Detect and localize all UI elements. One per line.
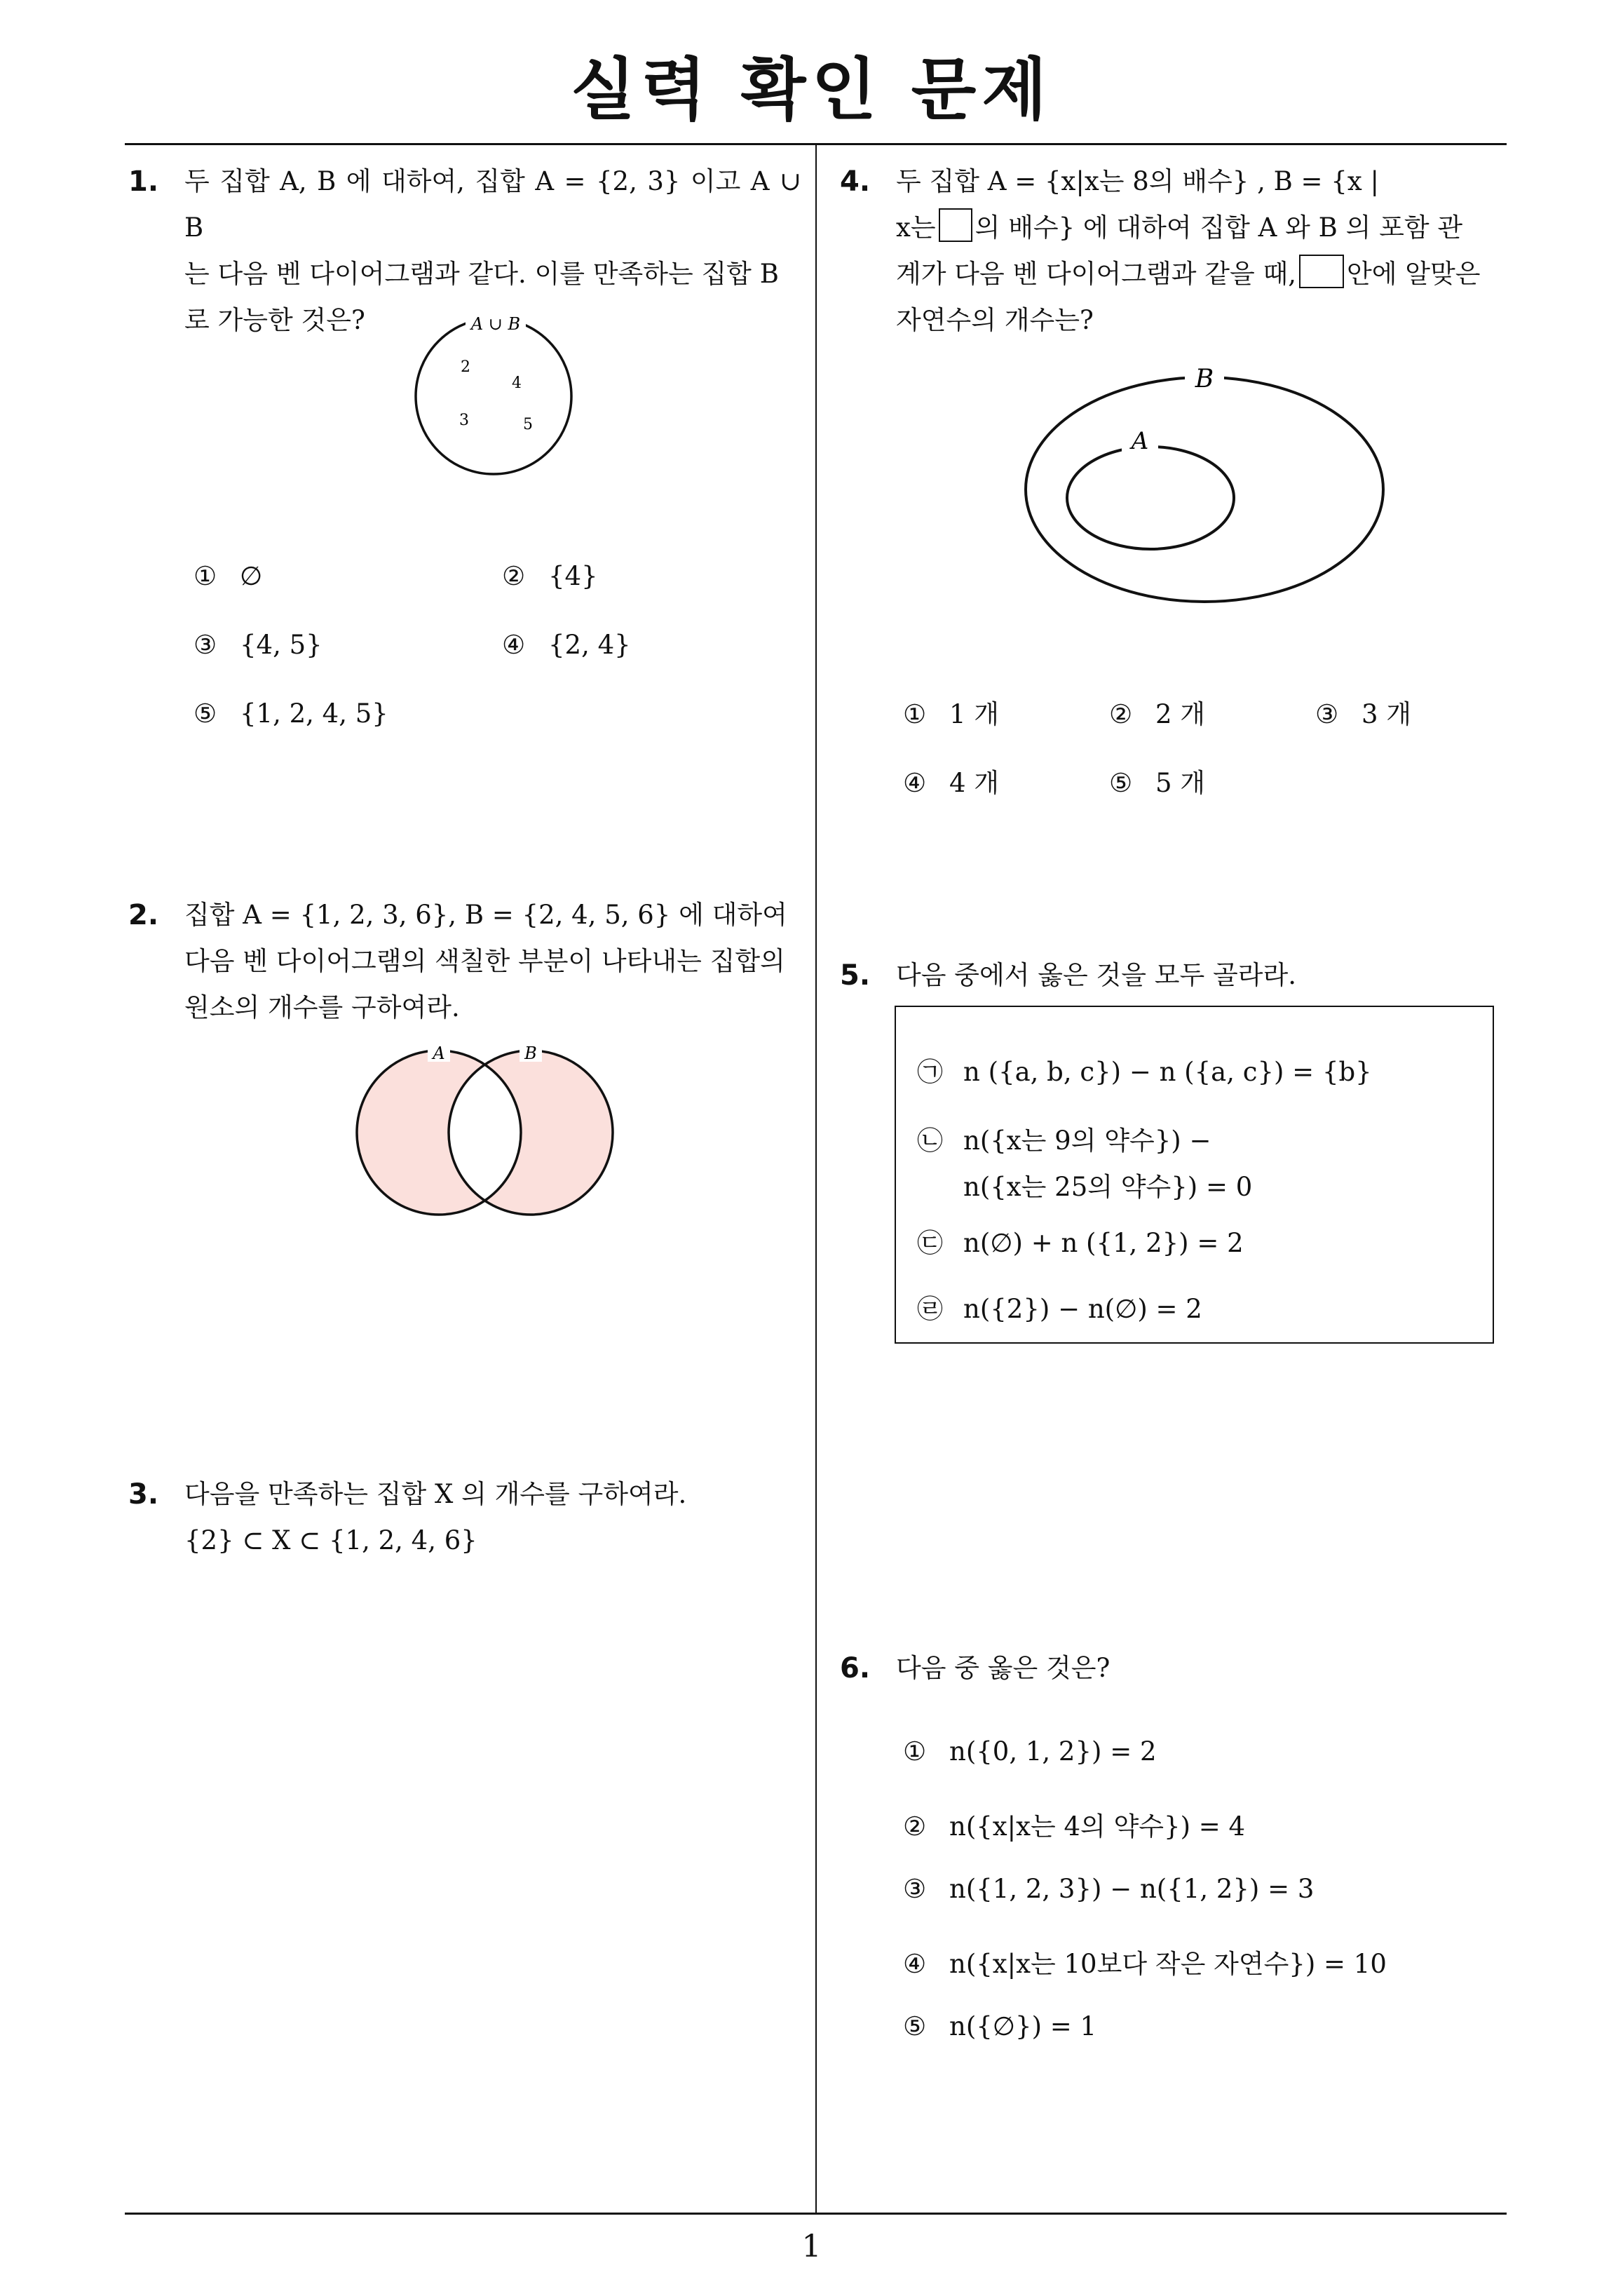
choice-text: {2, 4} xyxy=(548,630,631,660)
blank-box xyxy=(1299,255,1344,288)
statement-box xyxy=(895,1006,1494,1344)
choice-5[interactable] xyxy=(193,698,388,729)
choice-3[interactable] xyxy=(903,1874,1314,1904)
choice-text: n({∅}) = 1 xyxy=(949,2011,1097,2041)
choice-mark: ③ xyxy=(193,630,217,660)
statement-text: n(∅) + n ({1, 2}) = 2 xyxy=(963,1228,1244,1258)
statement-d[interactable] xyxy=(917,1288,1202,1325)
statement-text: n({x는 25의 약수}) = 0 xyxy=(963,1172,1253,1202)
problem-text xyxy=(184,1471,801,1564)
choice-mark: ② xyxy=(1109,699,1133,729)
choice-4[interactable] xyxy=(502,630,631,660)
problem-text-fragment: 계가 다음 벤 다이어그램과 같을 때, xyxy=(896,259,1296,289)
choice-text: 3 개 xyxy=(1361,699,1412,729)
choice-text: {4, 5} xyxy=(240,630,322,660)
choice-3[interactable] xyxy=(193,630,322,660)
problem-number: 1. xyxy=(128,166,159,198)
choice-text: ∅ xyxy=(240,561,263,591)
problem-text xyxy=(896,158,1513,344)
statement-mark: ㉣ xyxy=(917,1294,943,1324)
problem-number: 3. xyxy=(128,1478,159,1511)
problem-4 xyxy=(840,158,1513,344)
problem-text-fragment: 안에 알맞은 xyxy=(1346,259,1481,289)
choice-mark: ④ xyxy=(903,1949,927,1979)
choice-4[interactable] xyxy=(903,762,999,799)
page-title: 실력 확인 문제 xyxy=(570,50,1053,129)
problem-text-fragment: 의 배수} 에 대하여 집합 A 와 B 의 포함 관 xyxy=(975,212,1463,243)
problem-line: 두 집합 A = {x|x는 8의 배수} , B = {x | xyxy=(896,166,1379,196)
choice-text: 1 개 xyxy=(949,699,1000,729)
venn-label-b: B xyxy=(524,1044,537,1063)
problem-text xyxy=(896,952,1513,999)
problem-line xyxy=(896,205,1513,251)
choice-mark: ① xyxy=(903,699,927,729)
choice-text: 4 개 xyxy=(949,768,1000,798)
choice-text: {4} xyxy=(548,561,598,591)
statement-c[interactable] xyxy=(917,1222,1244,1260)
choice-text: n({x|x는 4의 약수}) = 4 xyxy=(949,1811,1246,1842)
venn-inner-label: A xyxy=(1131,427,1149,455)
venn-diagram-subset xyxy=(1017,351,1395,631)
choice-2[interactable] xyxy=(903,1805,1245,1843)
page-number: 1 xyxy=(801,2229,822,2264)
choice-mark: ③ xyxy=(1315,699,1339,729)
choice-text: {1, 2, 4, 5} xyxy=(240,698,388,729)
problem-text xyxy=(184,892,801,1031)
statement-text: n ({a, b, c}) − n ({a, c}) = {b} xyxy=(963,1057,1372,1087)
problem-number: 4. xyxy=(840,166,871,198)
statement-mark: ㉢ xyxy=(917,1228,943,1258)
venn-element: 3 xyxy=(459,412,469,429)
statement-text: n({2}) − n(∅) = 2 xyxy=(963,1294,1202,1324)
problem-line: 는 다음 벤 다이어그램과 같다. 이를 만족하는 집합 B xyxy=(184,259,779,289)
problem-line: 다음 중에서 옳은 것을 모두 골라라. xyxy=(896,960,1296,990)
choice-1[interactable] xyxy=(903,693,999,731)
venn-outer-label: B xyxy=(1195,365,1214,393)
problem-6 xyxy=(840,1645,1513,1691)
choice-mark: ① xyxy=(193,561,217,591)
problem-line: 원소의 개수를 구하여라. xyxy=(184,992,460,1022)
problem-line: 로 가능한 것은? xyxy=(184,305,365,335)
problem-line: 다음을 만족하는 집합 X 의 개수를 구하여라. xyxy=(184,1479,687,1509)
problem-number: 6. xyxy=(840,1652,871,1684)
venn-label-a: A xyxy=(433,1044,445,1063)
choice-mark: ③ xyxy=(903,1874,927,1904)
choice-text: n({0, 1, 2}) = 2 xyxy=(949,1736,1157,1767)
choice-mark: ② xyxy=(903,1811,927,1842)
problem-line: 다음 중 옳은 것은? xyxy=(896,1653,1111,1683)
choice-mark: ② xyxy=(502,561,526,591)
bottom-rule xyxy=(125,2213,1507,2215)
problem-2 xyxy=(128,892,801,1031)
choice-5[interactable] xyxy=(1109,762,1205,799)
choice-mark: ④ xyxy=(502,630,526,660)
problem-line: 두 집합 A, B 에 대하여, 집합 A = {2, 3} 이고 A ∪ B xyxy=(184,166,801,243)
statement-b[interactable] xyxy=(917,1119,1211,1157)
choice-text: 5 개 xyxy=(1155,768,1206,798)
problem-line: 집합 A = {1, 2, 3, 6}, B = {2, 4, 5, 6} 에 대하여 xyxy=(184,900,787,930)
column-divider xyxy=(815,144,817,2213)
choice-text: n({1, 2, 3}) − n({1, 2}) = 3 xyxy=(949,1874,1315,1904)
choice-mark: ⑤ xyxy=(1109,768,1133,798)
venn-element: 5 xyxy=(523,416,533,433)
choice-mark: ⑤ xyxy=(903,2011,927,2041)
choice-4[interactable] xyxy=(903,1943,1387,1980)
choice-mark: ① xyxy=(903,1736,927,1767)
blank-box xyxy=(939,208,972,242)
problem-line: {2} ⊂ X ⊂ {1, 2, 4, 6} xyxy=(184,1525,477,1555)
problem-line: 다음 벤 다이어그램의 색칠한 부분이 나타내는 집합의 xyxy=(184,946,785,976)
venn-diagram-symmetric-difference xyxy=(351,1038,631,1227)
choice-5[interactable] xyxy=(903,2011,1096,2041)
problem-text-fragment: x는 xyxy=(896,212,936,243)
statement-a[interactable] xyxy=(917,1051,1372,1088)
venn-element: 2 xyxy=(461,358,470,376)
choice-1[interactable] xyxy=(903,1736,1157,1767)
choice-2[interactable] xyxy=(1109,693,1205,731)
problem-3 xyxy=(128,1471,801,1564)
choice-text: n({x|x는 10보다 작은 자연수}) = 10 xyxy=(949,1949,1387,1979)
choice-text: 2 개 xyxy=(1155,699,1206,729)
choice-mark: ④ xyxy=(903,768,927,798)
problem-text xyxy=(896,1645,1513,1691)
statement-text: n({x는 9의 약수}) − xyxy=(963,1126,1211,1156)
choice-1[interactable] xyxy=(193,561,262,591)
problem-line xyxy=(896,251,1513,297)
problem-number: 2. xyxy=(128,899,159,931)
problem-5 xyxy=(840,952,1513,999)
problem-line: 자연수의 개수는? xyxy=(896,305,1094,335)
choice-3[interactable] xyxy=(1315,693,1411,731)
venn-diagram-union xyxy=(407,309,589,484)
venn-element: 4 xyxy=(512,374,522,392)
statement-b-continued xyxy=(917,1166,1252,1203)
statement-mark: ㉡ xyxy=(917,1126,943,1156)
choice-mark: ⑤ xyxy=(193,698,217,729)
problem-number: 5. xyxy=(840,959,871,992)
venn-label: A ∪ B xyxy=(470,314,521,334)
choice-2[interactable] xyxy=(502,561,598,591)
statement-mark: ㉠ xyxy=(917,1057,943,1087)
